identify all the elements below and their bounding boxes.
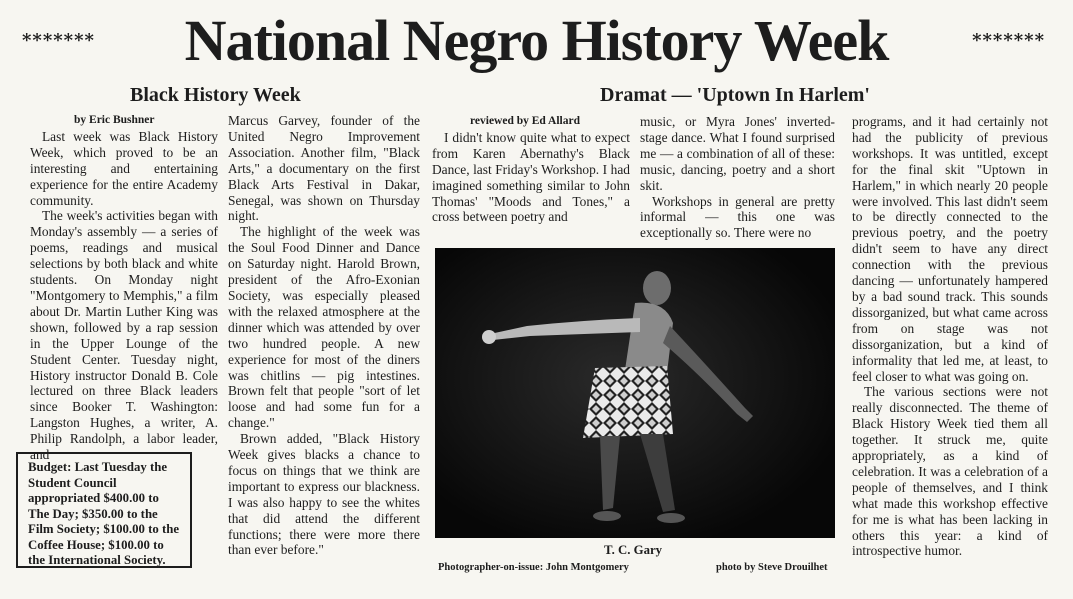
photographer-credit: Photographer-on-issue: John Montgomery bbox=[438, 562, 629, 573]
photo-caption-name: T. C. Gary bbox=[604, 543, 663, 557]
page-title: National Negro History Week bbox=[184, 8, 889, 73]
article1-col1-para2: The week's activities began with Monday's assembly — a series of poems, readings and musical selections by both black and white students. On Monday night "Montgomery to Memphis," a film about Dr. Martin Luther King was shown, followed by a rap session in the Upper Lounge of the Student Center. Tuesday night, History instructor Donald B. Cole lectured on three Black leaders since Booker T. Washington: Langston Hughes, a writer, A. Philip Randolph, a labor leader, and bbox=[30, 208, 218, 463]
article2-col3-para1: programs, and it had certainly not had the publicity of previous workshops. It was untitled, except for the final skit "Uptown in Harlem," in which nearly 20 people were involved. This last didn't seem to be directly connected to the previous poetry, and the poetry didn't seem to have any direct connection with the previous dancing — unfortunately hampered by a bad sound track. This sounds dissorganized, but what came across from on stage was not dissorganization, but a kind of informality that led me, at least, to feel closer to what was going on. bbox=[852, 114, 1048, 384]
article2-col2-para1: music, or Myra Jones' inverted-stage dance. What I found surprised me — a combination of all of these: music, dancing, poetry and a short skit. bbox=[640, 114, 835, 193]
dancer-photo-illustration bbox=[435, 248, 835, 538]
photo-credit: photo by Steve Drouilhet bbox=[716, 562, 828, 573]
article2-column3 bbox=[852, 114, 1048, 559]
article2-col2-para2: Workshops in general are pretty informal — this one was exceptionally so. There were no bbox=[640, 193, 835, 241]
article1-byline: by Eric Bushner bbox=[74, 114, 155, 126]
article2-headline: Dramat — 'Uptown In Harlem' bbox=[600, 84, 870, 106]
article2-column1 bbox=[432, 114, 630, 225]
article1-col2-para3: Brown added, "Black History Week gives blacks a chance to focus on things that we think are important to express our blackness. I was also happy to see the whites that did attend the different functions; there were more there than ever before." bbox=[228, 431, 420, 558]
article1-column1 bbox=[30, 113, 218, 463]
article1-col2-para2: The highlight of the week was the Soul Food Dinner and Dance on Saturday night. Harold Brown, president of the Afro-Exonian Society, was especially pleased with the relaxed atmosphere at the dinner which was attended by over two hundred people. A new experience for most of the diners was chitlins — pig intestines. Brown felt that people "sort of let loose and had some fun for a change." bbox=[228, 224, 420, 431]
masthead-stars-right: ******* bbox=[972, 30, 1045, 51]
article2-col1-para1: I didn't know quite what to expect from Karen Abernathy's Black Dance, last Friday's Workshop. I had imagined something similar to John Thomas' "Moods and Tones," a cross between poetry and bbox=[432, 129, 630, 225]
masthead bbox=[0, 6, 1073, 76]
article2-column2 bbox=[640, 114, 835, 241]
budget-text: Budget: Last Tuesday the Student Council appropriated $400.00 to The Day; $350.00 to the Film Society; $100.00 to the Coffee House; $100.00 to the International Society. bbox=[28, 460, 180, 567]
article1-col1-para1: Last week was Black History Week, which proved to be an interesting and entertaining experience for the entire Academy community. bbox=[30, 128, 218, 208]
budget-box bbox=[16, 452, 192, 568]
dancer-photo bbox=[435, 248, 835, 538]
article1-column2 bbox=[228, 113, 420, 558]
article1-headline: Black History Week bbox=[130, 84, 301, 106]
masthead-stars-left: ******* bbox=[22, 30, 95, 51]
article2-byline: reviewed by Ed Allard bbox=[470, 115, 581, 127]
article2-col3-para2: The various sections were not really disconnected. The theme of Black History Week tied them all together. It struck me, quite appropriately, as a kind of celebration. It was a celebration of a people of themselves, and I think what made this workshop effective for me is what has been lacking in others this year: a kind of introspective humor. bbox=[852, 384, 1048, 559]
article1-col2-para1: Marcus Garvey, founder of the United Negro Improvement Association. Another film, "Black Arts," a documentary on the first Black Arts Festival in Dakar, Senegal, was shown on Thursday night. bbox=[228, 113, 420, 224]
